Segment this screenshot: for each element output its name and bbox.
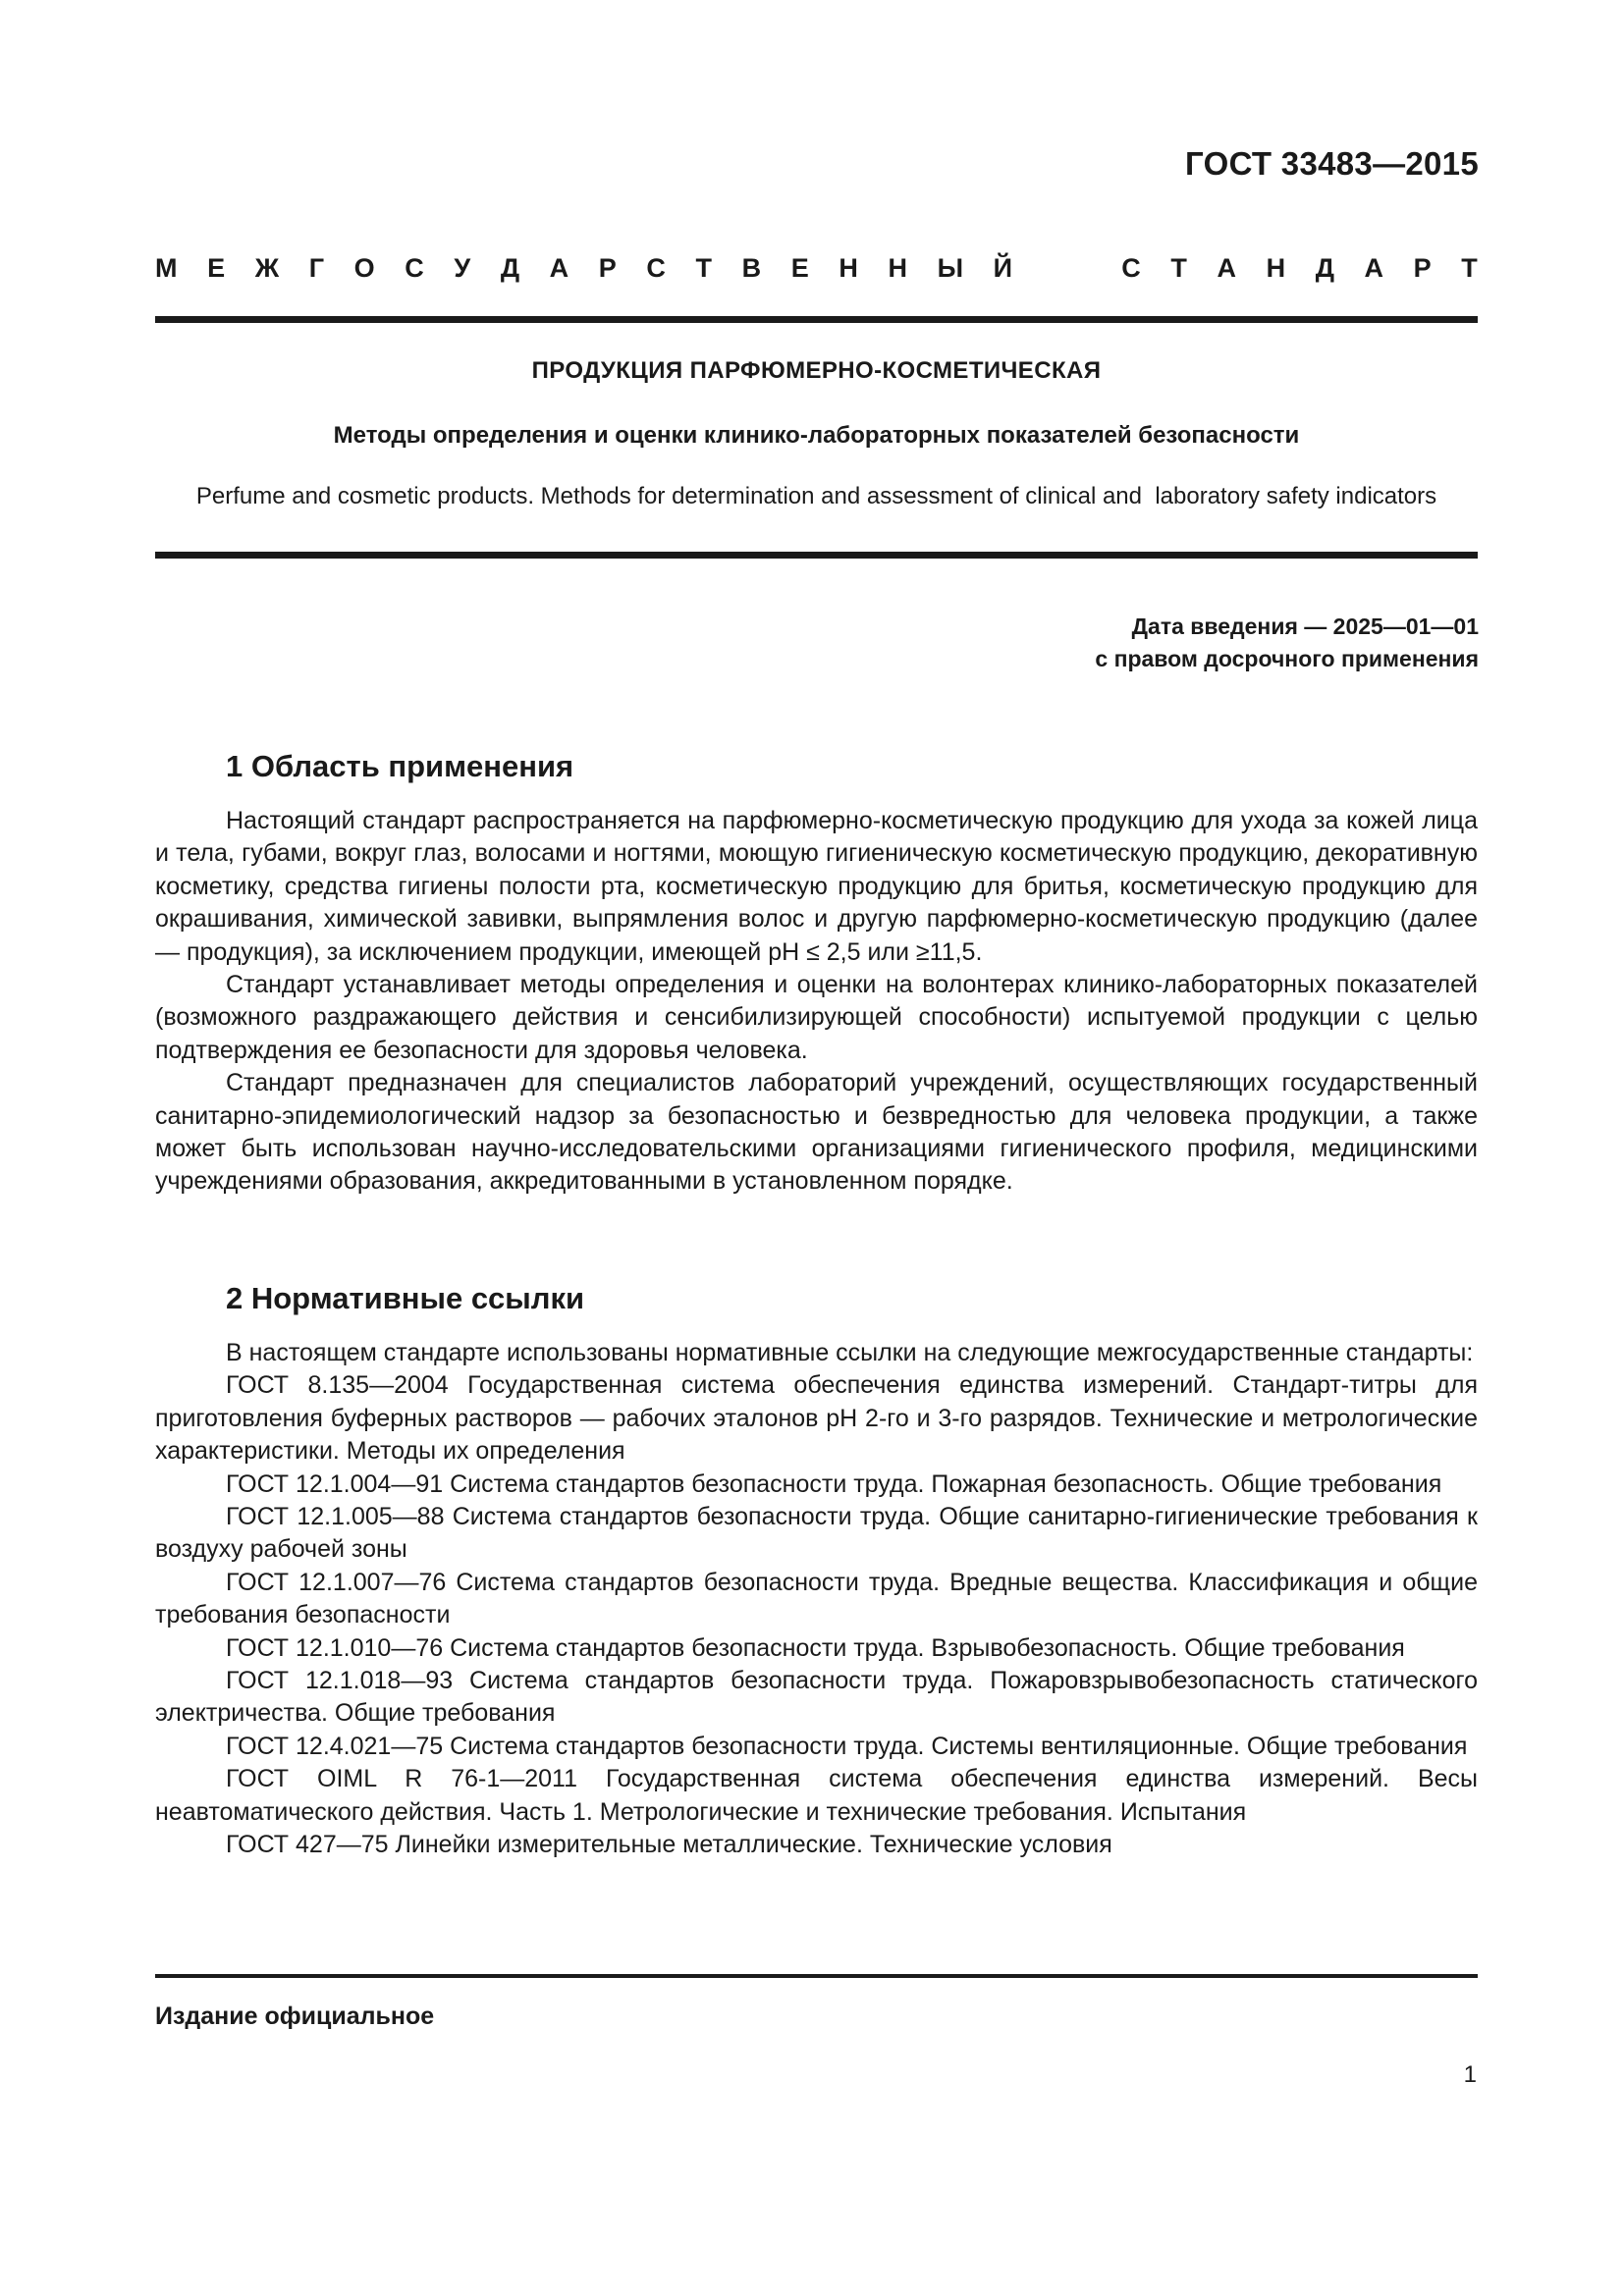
official-edition-label: Издание официальное xyxy=(155,2002,435,2030)
banner-letter: Т xyxy=(1461,253,1478,283)
banner-letter: Н xyxy=(839,253,858,283)
paragraph: Настоящий стандарт распространяется на парфюмерно-косметическую продукцию для ухода за кожей лица и тела, губами, вокруг глаз, волосами и ногтями, моющую гигиеническую косметическую продукцию, декоративную косметику, средства гигиены полости рта, косметическую продукцию для бритья, косметическую продукцию для окрашивания, химической завивки, выпрямления волос и другую парфюмерно-косметическую продукцию (далее — продукция), за исключением продукции, имеющей pH ≤ 2,5 или ≥11,5. xyxy=(155,807,1478,966)
page-number: 1 xyxy=(1463,2061,1477,2088)
header-divider-bottom xyxy=(155,552,1478,559)
banner-letter: О xyxy=(353,253,375,283)
banner-letter: Е xyxy=(790,253,809,283)
banner-letter: У xyxy=(454,253,471,283)
banner-letter: С xyxy=(405,253,424,283)
banner-letter: Н xyxy=(888,253,907,283)
document-title-english: Perfume and cosmetic products. Methods for determination and assessment of clinical and laboratory safety indicators xyxy=(195,483,1437,509)
section-references-body xyxy=(155,1337,1478,1862)
banner-letter: Ы xyxy=(937,253,964,283)
reference-item: ГОСТ 12.1.004—91 Система стандартов безопасности труда. Пожарная безопасность. Общие требования xyxy=(226,1469,1442,1498)
banner-letter: Г xyxy=(308,253,325,283)
banner-letter: Д xyxy=(500,253,520,283)
banner-letter: Т xyxy=(695,253,713,283)
standard-number: ГОСТ 33483—2015 xyxy=(1185,145,1479,182)
introduction-date-line: Дата введения — 2025—01—01 xyxy=(1131,614,1479,639)
banner-word-gap xyxy=(1043,253,1092,284)
banner-letter: Н xyxy=(1266,253,1286,283)
banner-letter: С xyxy=(646,253,666,283)
reference-item: ГОСТ 427—75 Линейки измерительные металлические. Технические условия xyxy=(226,1831,1112,1859)
paragraph: В настоящем стандарте использованы нормативные ссылки на следующие межгосударственные стандарты: xyxy=(226,1339,1474,1366)
document-title: ПРОДУКЦИЯ ПАРФЮМЕРНО-КОСМЕТИЧЕСКАЯ xyxy=(531,357,1102,384)
document-subtitle: Методы определения и оценки клинико-лабораторных показателей безопасности xyxy=(333,422,1300,449)
banner-letter: В xyxy=(741,253,762,283)
banner-letter: Т xyxy=(1170,253,1187,283)
banner-letter: Й xyxy=(993,253,1013,283)
introduction-date xyxy=(1095,611,1479,675)
banner-letter: Ж xyxy=(254,253,280,283)
paragraph: Стандарт устанавливает методы определения и оценки на волонтерах клинико-лабораторных показателей (возможного раздражающего действия и сенсибилизирующей способности) испытуемой продукции с целью подтверждения ее безопасности для здоровья человека. xyxy=(155,971,1478,1064)
early-application-line: с правом досрочного применения xyxy=(1095,646,1479,671)
banner-letter: С xyxy=(1121,253,1141,283)
header-divider-top xyxy=(155,316,1478,323)
section-heading-scope: 1 Область применения xyxy=(226,749,574,783)
reference-item: ГОСТ 8.135—2004 Государственная система обеспечения единства измерений. Стандарт-титры для приготовления буферных растворов — рабочих эталонов pH 2-го и 3-го разрядов. Технические и метрологические характеристики. Методы их определения xyxy=(155,1371,1478,1466)
banner-letter: Е xyxy=(207,253,226,283)
section-heading-normative-references: 2 Нормативные ссылки xyxy=(226,1281,585,1315)
reference-item: ГОСТ OIML R 76-1—2011 Государственная система обеспечения единства измерений. Весы неавтоматического действия. Часть 1. Метрологические и технические требования. Испытания xyxy=(155,1765,1478,1826)
section-scope-body xyxy=(155,805,1478,1199)
banner-letter: Р xyxy=(598,253,617,283)
banner-letter: А xyxy=(549,253,569,283)
reference-item: ГОСТ 12.1.007—76 Система стандартов безопасности труда. Вредные вещества. Классификация и общие требования безопасности xyxy=(155,1568,1478,1629)
banner-letter: Р xyxy=(1413,253,1432,283)
banner-letter: М xyxy=(155,253,178,283)
reference-item: ГОСТ 12.1.018—93 Система стандартов безопасности труда. Пожаровзрывобезопасность статического электричества. Общие требования xyxy=(155,1667,1478,1728)
banner-letter: А xyxy=(1217,253,1236,283)
interstate-standard-banner xyxy=(155,253,1478,284)
footer-divider xyxy=(155,1974,1478,1978)
paragraph: Стандарт предназначен для специалистов лабораторий учреждений, осуществляющих государственный санитарно-эпидемиологический надзор за безопасностью и безвредностью для человека продукции, а также может быть использован научно-исследовательскими организациями гигиенического профиля, медицинскими учреждениями образования, аккредитованными в установленном порядке. xyxy=(155,1069,1478,1196)
reference-item: ГОСТ 12.1.005—88 Система стандартов безопасности труда. Общие санитарно-гигиенические требования к воздуху рабочей зоны xyxy=(155,1503,1478,1564)
reference-item: ГОСТ 12.1.010—76 Система стандартов безопасности труда. Взрывобезопасность. Общие требования xyxy=(226,1633,1405,1662)
banner-letter: А xyxy=(1364,253,1384,283)
reference-item: ГОСТ 12.4.021—75 Система стандартов безопасности труда. Системы вентиляционные. Общие требования xyxy=(226,1732,1468,1760)
banner-letter: Д xyxy=(1315,253,1334,283)
